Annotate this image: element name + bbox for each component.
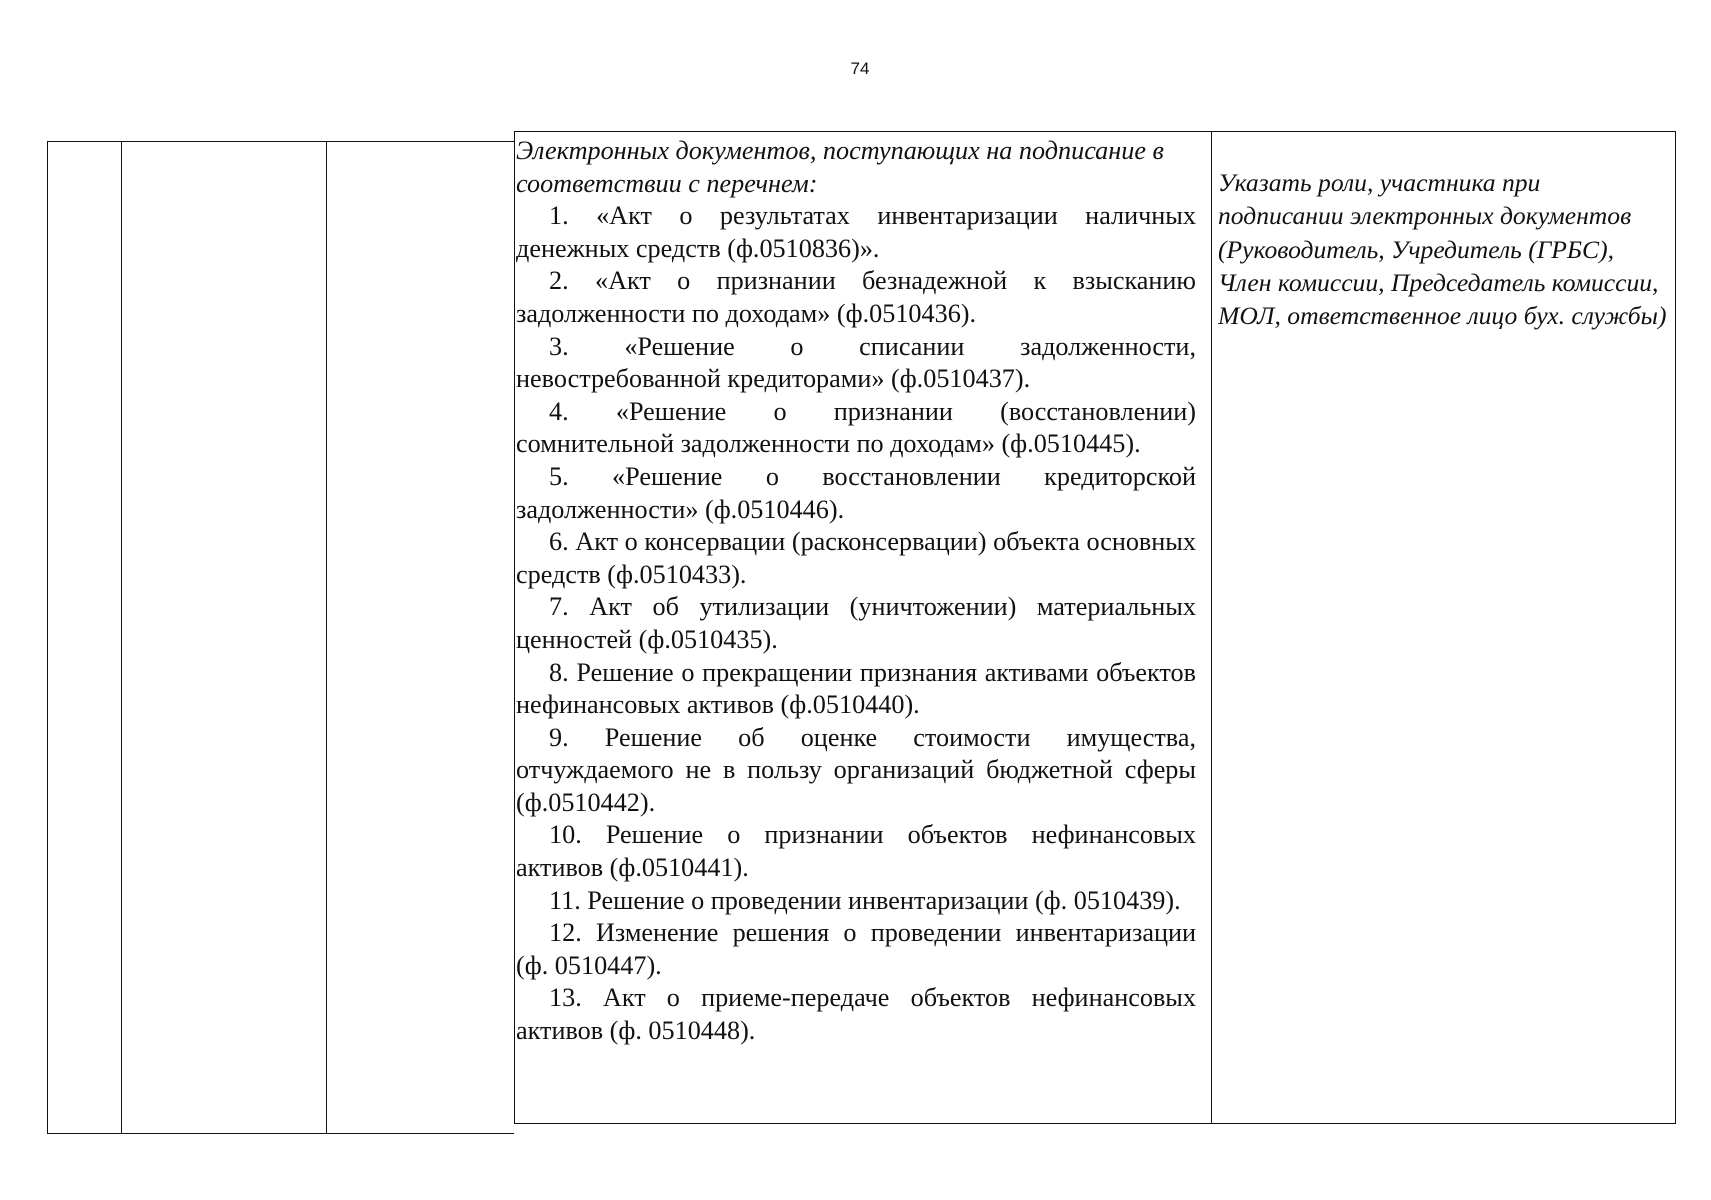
- table-column-3: [326, 141, 514, 1134]
- list-item: 12. Изменение решения о проведении инвентаризации (ф. 0510447).: [516, 918, 1196, 980]
- list-item: 1. «Акт о результатах инвентаризации наличных денежных средств (ф.0510836)».: [516, 201, 1196, 263]
- list-item: 5. «Решение о восстановлении кредиторской задолженности» (ф.0510446).: [516, 461, 1196, 524]
- documents-intro: Электронных документов, поступающих на подписание в соответствии с перечнем:: [516, 136, 1164, 198]
- list-item: 8. Решение о прекращении признания активами объектов нефинансовых активов (ф.0510440).: [516, 657, 1196, 720]
- list-item: 6. Акт о консервации (расконсервации) объекта основных средств (ф.0510433).: [516, 527, 1196, 589]
- list-item: 7. Акт об утилизации (уничтожении) материальных ценностей (ф.0510435).: [516, 592, 1196, 654]
- table-column-2: [121, 141, 326, 1134]
- documents-cell: [513, 135, 1196, 1048]
- list-item: 11. Решение о проведении инвентаризации (ф. 0510439).: [549, 885, 1181, 915]
- list-item: 2. «Акт о признании безнадежной к взысканию задолженности по доходам» (ф.0510436).: [516, 266, 1196, 328]
- list-item: 3. «Решение о списании задолженности, невостребованной кредиторами» (ф.0510437).: [516, 331, 1196, 394]
- list-item: 10. Решение о признании объектов нефинансовых активов (ф.0510441).: [516, 820, 1196, 883]
- roles-note: Указать роли, участника при подписании электронных документов (Руководитель, Учредитель (ГРБС), Член комиссии, Председатель комиссии, МОЛ, ответственное лицо бух. службы): [1218, 168, 1667, 331]
- list-item: 9. Решение об оценке стоимости имущества, отчуждаемого не в пользу организаций бюджетной сферы (ф.0510442).: [516, 722, 1196, 817]
- table-column-1: [47, 141, 121, 1134]
- list-item: 13. Акт о приеме-передаче объектов нефинансовых активов (ф. 0510448).: [516, 983, 1196, 1046]
- list-item: 4. «Решение о признании (восстановлении) сомнительной задолженности по доходам» (ф.0510445).: [516, 396, 1196, 459]
- page-number: 74: [850, 59, 870, 78]
